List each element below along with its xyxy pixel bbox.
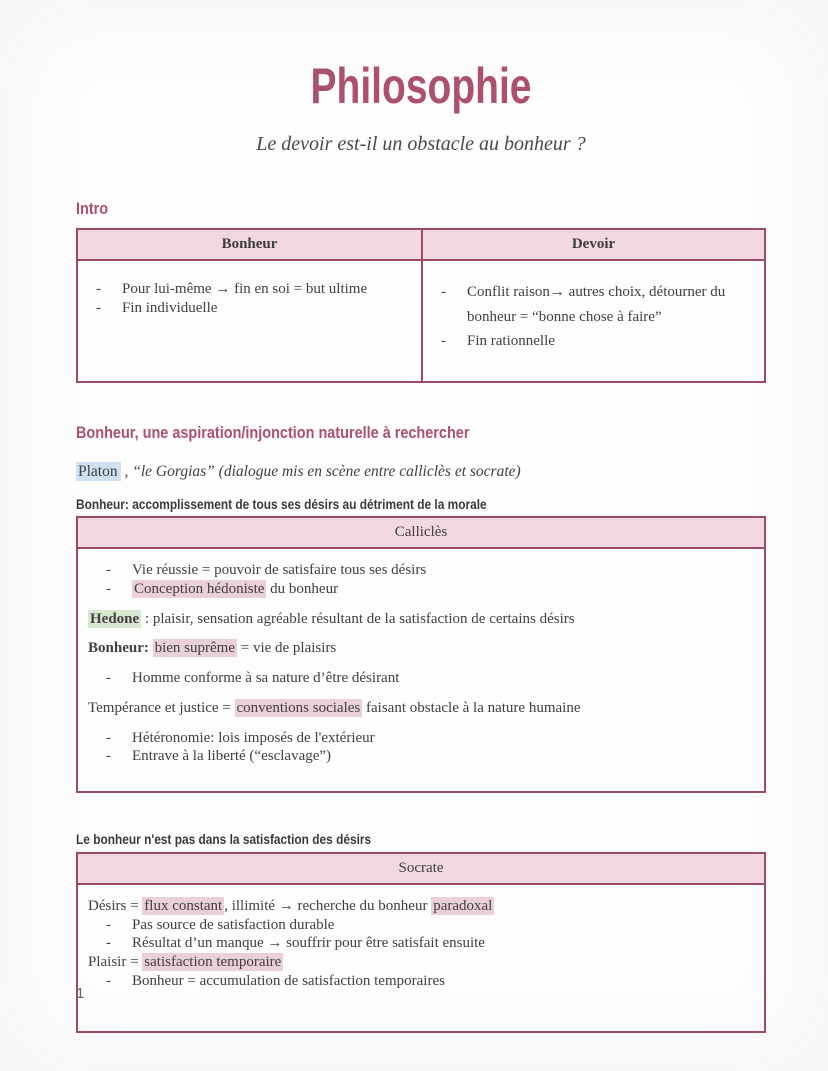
list-item-text <box>122 280 373 299</box>
list-item-text <box>132 972 754 991</box>
list-item-text <box>132 916 754 935</box>
dash-bullet: - <box>106 670 111 687</box>
text-segment: Hétéronomie: lois imposés de l'extérieur <box>132 729 375 746</box>
intro-table-body-row <box>78 261 764 381</box>
text-segment: Désirs = <box>88 897 143 914</box>
text-segment: “le Gorgias” (dialogue mis en scène entre calliclès et socrate) <box>132 462 521 480</box>
list-item <box>88 916 754 935</box>
dash-list <box>88 561 754 599</box>
list-item <box>437 280 744 330</box>
dash-bullet: - <box>106 729 111 746</box>
list-item-text <box>467 329 744 354</box>
text-segment: , illimité → recherche du bonheur <box>224 897 432 914</box>
dash-list <box>92 280 373 318</box>
list-item-text <box>467 280 744 330</box>
highlighted-text: Conception hédoniste <box>134 580 265 597</box>
socrate-table <box>76 852 766 1033</box>
list-item-text <box>132 747 754 766</box>
highlighted-text: Platon <box>76 462 121 481</box>
text-segment: du bonheur <box>266 580 339 597</box>
text-segment: Pas source de satisfaction durable <box>132 916 335 933</box>
list-item <box>88 729 754 748</box>
text-segment: Plaisir = <box>88 954 143 971</box>
text-segment: : plaisir, sensation agréable résultant de la satisfaction de certains désirs <box>141 610 575 627</box>
table-header-devoir: Devoir <box>421 230 764 259</box>
dash-list <box>88 916 754 954</box>
text-segment: Tempérance et justice = <box>88 699 235 716</box>
text-segment: Bonheur = accumulation de satisfaction temporaires <box>132 972 445 989</box>
dash-list <box>437 280 744 354</box>
text-segment: , <box>120 462 133 480</box>
list-item-text <box>132 934 754 953</box>
dash-bullet: - <box>96 299 101 316</box>
highlighted-text: paradoxal <box>433 897 493 914</box>
intro-table <box>76 228 766 383</box>
text-segment: faisant obstacle à la nature humaine <box>362 699 581 716</box>
dash-bullet: - <box>441 283 446 300</box>
text-segment: Fin individuelle <box>122 299 218 316</box>
text-segment: Fin rationnelle <box>467 333 555 350</box>
paragraph <box>88 953 754 972</box>
dash-bullet: - <box>106 562 111 579</box>
text-segment: Conflit raison→ autres choix, détourner du bonheur = “bonne chose à faire” <box>467 283 726 325</box>
page-number: 1 <box>76 985 85 1002</box>
highlighted-text: satisfaction temporaire <box>144 954 282 971</box>
dash-bullet: - <box>106 935 111 952</box>
dash-bullet: - <box>96 280 101 297</box>
paragraph <box>88 897 754 916</box>
intro-table-header-row <box>78 230 764 261</box>
table-header-callicles: Calliclès <box>78 518 764 549</box>
callicles-table-body <box>78 549 764 791</box>
text-segment: Vie réussie = pouvoir de satisfaire tous ses désirs <box>132 562 427 579</box>
text-segment: Bonheur: <box>88 640 149 657</box>
highlighted-text: bien suprême <box>154 640 235 657</box>
paragraph <box>88 610 754 629</box>
text-segment: = vie de plaisirs <box>236 640 337 657</box>
dash-list <box>88 669 754 688</box>
text-segment: Pour lui-même → fin en soi = but ultime <box>122 280 368 297</box>
dash-list <box>88 972 754 991</box>
list-item <box>88 972 754 991</box>
dash-bullet: - <box>106 916 111 933</box>
list-item <box>88 934 754 953</box>
list-item <box>88 561 754 580</box>
subheading-socrate: Le bonheur n'est pas dans la satisfaction des désirs <box>76 831 372 848</box>
list-item <box>437 329 744 354</box>
highlighted-text: flux constant <box>144 897 223 914</box>
text-segment: Entrave à la liberté (“esclavage”) <box>132 748 332 765</box>
heading-bonheur-section: Bonheur, une aspiration/injonction naturelle à rechercher <box>76 423 470 443</box>
list-item <box>88 747 754 766</box>
list-item-text <box>132 580 754 599</box>
list-item-text <box>132 729 754 748</box>
platon-reference <box>76 462 766 482</box>
table-cell-devoir <box>421 261 764 381</box>
subheading-callicles: Bonheur: accomplissement de tous ses désirs au détriment de la morale <box>76 495 487 512</box>
dash-bullet: - <box>106 580 111 597</box>
highlighted-text: conventions sociales <box>236 699 361 716</box>
socrate-table-body <box>78 885 764 1031</box>
text-segment: Homme conforme à sa nature d’être désirant <box>132 670 400 687</box>
highlighted-text: Hedone <box>90 610 140 627</box>
table-cell-bonheur <box>78 261 421 381</box>
dash-bullet: - <box>106 748 111 765</box>
list-item-text <box>132 669 754 688</box>
dash-bullet: - <box>441 333 446 350</box>
callicles-table <box>76 516 766 793</box>
list-item-text <box>132 561 754 580</box>
list-item <box>92 299 373 318</box>
list-item <box>92 280 373 299</box>
page-title: Philosophie <box>310 58 532 114</box>
list-item-text <box>122 299 373 318</box>
list-item <box>88 580 754 599</box>
page-subtitle: Le devoir est-il un obstacle au bonheur ? <box>256 132 586 155</box>
text-segment: Résultat d’un manque → souffrir pour être satisfait ensuite <box>132 935 485 952</box>
dash-bullet: - <box>106 972 111 989</box>
list-item <box>88 669 754 688</box>
dash-list <box>88 729 754 767</box>
table-header-socrate: Socrate <box>78 854 764 885</box>
paragraph <box>88 699 754 718</box>
heading-intro: Intro <box>76 198 109 218</box>
paragraph <box>88 639 754 658</box>
table-header-bonheur: Bonheur <box>221 235 278 252</box>
